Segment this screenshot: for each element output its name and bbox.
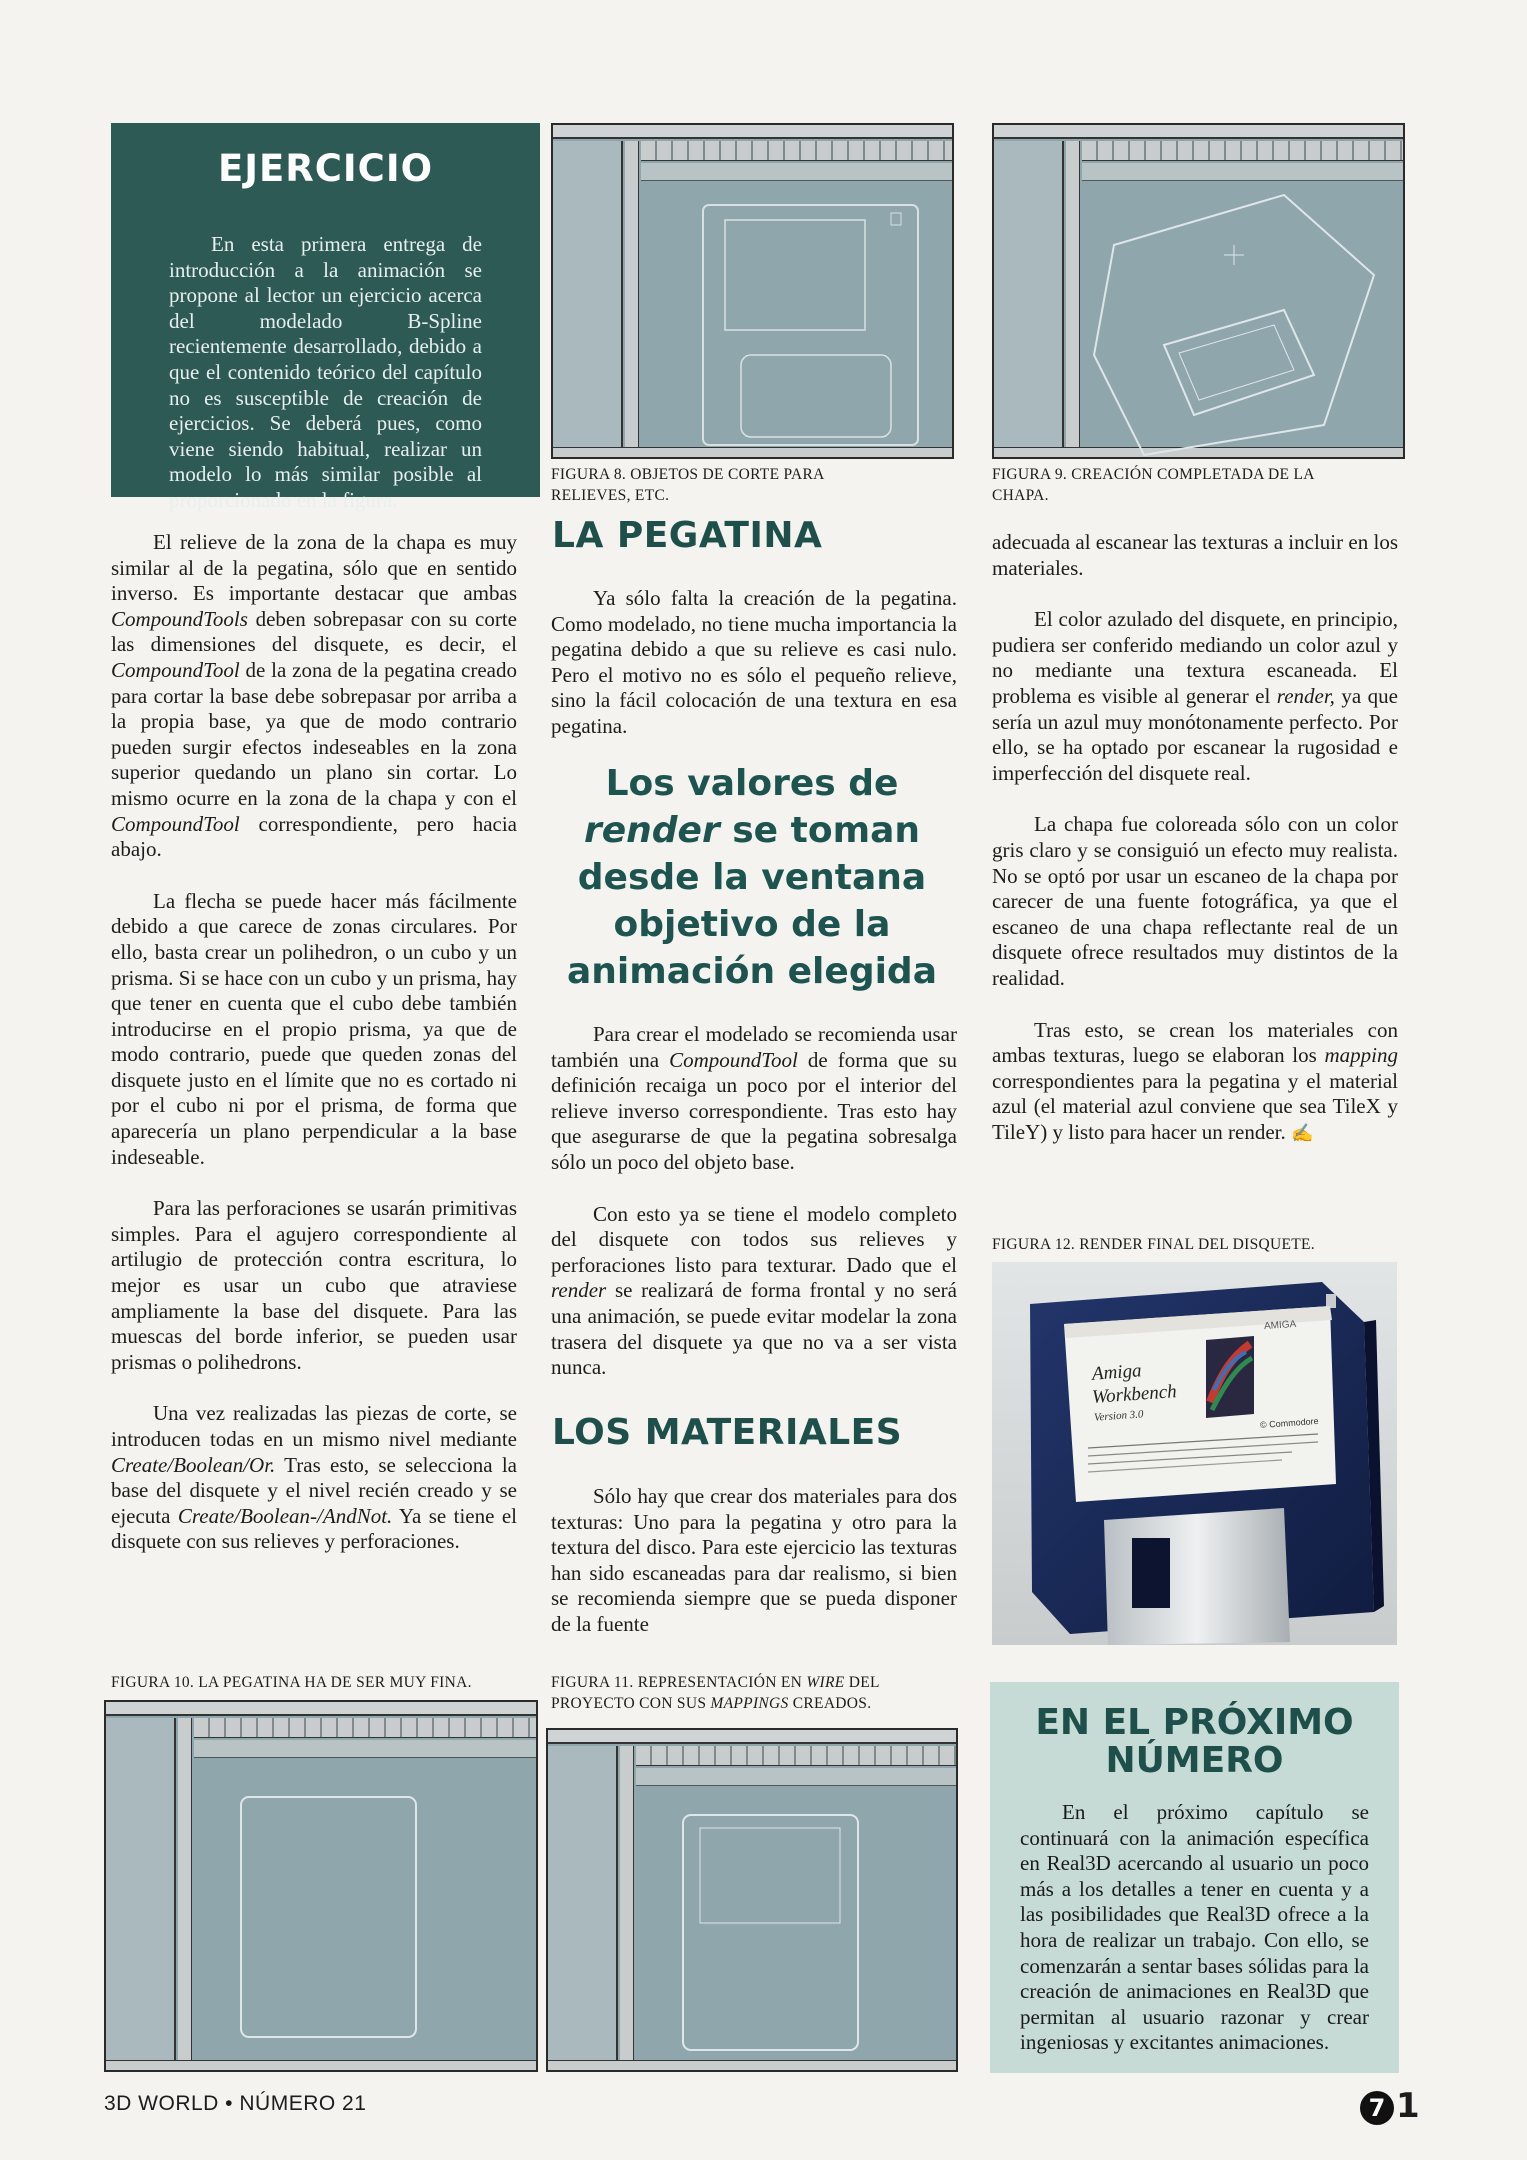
col2-paragraph-4: Sólo hay que crear dos materiales para dos texturas: Uno para la pegatina y otro para la textura del disco. Para este ejercicio las texturas han sido escaneadas para dar realismo, si bien se recomienda siempre que se pueda disponer de la fuente	[551, 1484, 957, 1636]
floppy-disk-illustration	[992, 1262, 1397, 1645]
floppy-version: Version 3.0	[1093, 1408, 1144, 1424]
floppy-brand: Amiga	[1091, 1360, 1143, 1385]
figure-10-wireframe	[106, 1702, 538, 2072]
figure-8-wireframe	[553, 125, 954, 459]
figure-9-screenshot	[992, 123, 1405, 459]
column-3	[992, 530, 1398, 1172]
floppy-product: Workbench	[1091, 1381, 1178, 1408]
next-issue-title: EN EL PRÓXIMO NÚMERO	[1035, 1702, 1354, 1781]
heading-la-pegatina: LA PEGATINA	[552, 515, 823, 556]
pull-quote: Los valores de render se toman desde la ventana objetivo de la animación elegida	[567, 763, 937, 992]
col1-paragraph-4: Una vez realizadas las piezas de corte, se introducen todas en un mismo nivel mediante Create/Boolean/Or. Tras esto, se selecciona la base del disquete y el nivel recién creado y se ejecuta Create/Boolean-/AndNot. Ya se tiene el disquete con sus relieves y perforaciones.	[111, 1401, 517, 1554]
figure-10-screenshot	[104, 1700, 538, 2072]
figure-12-floppy-render	[992, 1262, 1397, 1645]
col2-paragraph-3: Con esto ya se tiene el modelo completo del disquete con todos sus relieves y perforaciones listo para texturar. Dado que el render se realizará de forma frontal y no será una animación, se puede evitar modelar la zona trasera del disquete ya que no va a ser vista nunca.	[551, 1201, 957, 1380]
col3-paragraph-1: adecuada al escanear las texturas a incluir en los materiales.	[992, 530, 1398, 580]
heading-los-materiales: LOS MATERIALES	[552, 1412, 903, 1453]
exercise-box	[111, 123, 540, 512]
figure-9-caption: FIGURA 9. CREACIÓN COMPLETADA DE LA CHAPA.	[992, 466, 1314, 504]
column-2-bottom	[551, 1484, 957, 1664]
figure-10-caption: FIGURA 10. LA PEGATINA HA DE SER MUY FINA.	[111, 1674, 472, 1691]
figure-11-caption: FIGURA 11. REPRESENTACIÓN EN WIRE DEL PROYECTO CON SUS MAPPINGS CREADOS.	[551, 1674, 880, 1712]
col2-paragraph-2: Para crear el modelado se recomienda usar también una CompoundTool de forma que su definición recaiga un poco por el interior del relieve inverso correspondiente. Tras esto hay que asegurarse de que la pegatina sobresalga sólo un poco del objeto base.	[551, 1022, 957, 1174]
footer-magazine: 3D WORLD • NÚMERO 21	[104, 2092, 367, 2115]
column-2-top	[551, 586, 957, 766]
col1-paragraph-3: Para las perforaciones se usarán primitivas simples. Para el agujero correspondiente al artilugio de protección contra escritura, lo mejor es usar un cubo que atraviese ampliamente la base del disquete. Para las muescas del borde inferior, se pueden usar prismas o polihedrons.	[111, 1196, 517, 1374]
next-issue-text: En el próximo capítulo se continuará con la animación específica en Real3D acercando al usuario un poco más a los detalles a tener en cuenta y a las posibilidades que Real3D ofrece a la hora de realizar un trabajo. Con ello, se comenzarán a sentar bases sólidas para la creación de animaciones en Real3D que permitan al usuario razonar y crear ingeniosas y excitantes animaciones.	[1020, 1800, 1369, 2055]
end-mark-icon: ✍	[1290, 1122, 1314, 1143]
page-number: 7 1	[1360, 2086, 1420, 2126]
col3-paragraph-2: El color azulado del disquete, en principio, pudiera ser conferido mediando un color azul y no mediante una textura escaneada. El problema es visible al generar el render, ya que sería un azul muy monótonamente perfecto. Por ello, se ha optado por escanear la rugosidad e imperfección del disquete real.	[992, 607, 1398, 785]
col2-paragraph-1: Ya sólo falta la creación de la pegatina. Como modelado, no tiene mucha importancia la pegatina debido a que su relieve es casi nulo. Pero el motivo no es sólo el pequeño relieve, sino la fácil colocación de una textura en esa pegatina.	[551, 586, 957, 738]
col3-paragraph-3: La chapa fue coloreada sólo con un color gris claro y se consiguió un efecto muy realista. No se optó por usar un escaneo de la chapa por carecer de una fuente fotográfica, ya que el escaneo de una chapa reflectante real de un disquete ofrece resultados muy distintos de la realidad.	[992, 812, 1398, 990]
figure-12-caption: FIGURA 12. RENDER FINAL DEL DISQUETE.	[992, 1236, 1315, 1253]
page-number-circle: 7	[1360, 2091, 1394, 2125]
col3-paragraph-4: Tras esto, se crean los materiales con ambas texturas, luego se elaboran los mapping correspondientes para la pegatina y el material azul (el material azul conviene que sea TileX y TileY) y listo para hacer un render. ✍	[992, 1017, 1398, 1144]
col1-paragraph-1: El relieve de la zona de la chapa es muy similar al de la pegatina, sólo que en sentido inverso. Es importante destacar que ambas CompoundTools deben sobrepasar con su corte las dimensiones del disquete, es decir, el CompoundTool de la zona de la pegatina creado para cortar la base debe sobrepasar por arriba a la propia base, ya que de modo contrario pueden surgir efectos indeseables en la zona superior quedando un plano sin cortar. Lo mismo ocurre en la zona de la chapa y con el CompoundTool correspondiente, pero hacia abajo.	[111, 530, 517, 862]
col1-paragraph-2: La flecha se puede hacer más fácilmente debido a que carece de zonas circulares. Por ello, basta crear un polihedron, o un cubo y un prisma. Si se hace con un cubo y un prisma, hay que tener en cuenta que el cubo debe también introducirse en el propio prisma, ya que de modo contrario, puede que queden zonas del disquete justo en el límite que no es cortado ni por el cubo ni por el prisma, de forma que aparecería un plano perpendicular a la base indeseable.	[111, 888, 517, 1169]
figure-11-wireframe	[548, 1730, 958, 2072]
exercise-text: En esta primera entrega de introducción a la animación se propone al lector un ejercicio acerca del modelado B-Spline recientemente desarrollado, debido a que el contenido teórico del capítulo no es susceptible de creación de ejercicios. Se deberá pues, como viene siendo habitual, realizar un modelo lo más similar posible al proporcionado en la figura.	[169, 232, 482, 512]
column-2-middle	[551, 1022, 957, 1407]
next-issue-box	[990, 1682, 1399, 2073]
floppy-corner-text: AMIGA	[1263, 1318, 1297, 1333]
exercise-title: EJERCICIO	[217, 147, 434, 190]
figure-9-wireframe	[994, 125, 1405, 459]
figure-8-screenshot	[551, 123, 954, 459]
column-1	[111, 530, 517, 1581]
floppy-copyright: © Commodore	[1259, 1415, 1319, 1431]
figure-8-caption: FIGURA 8. OBJETOS DE CORTE PARA RELIEVES, ETC.	[551, 466, 824, 504]
figure-11-screenshot	[546, 1728, 958, 2072]
